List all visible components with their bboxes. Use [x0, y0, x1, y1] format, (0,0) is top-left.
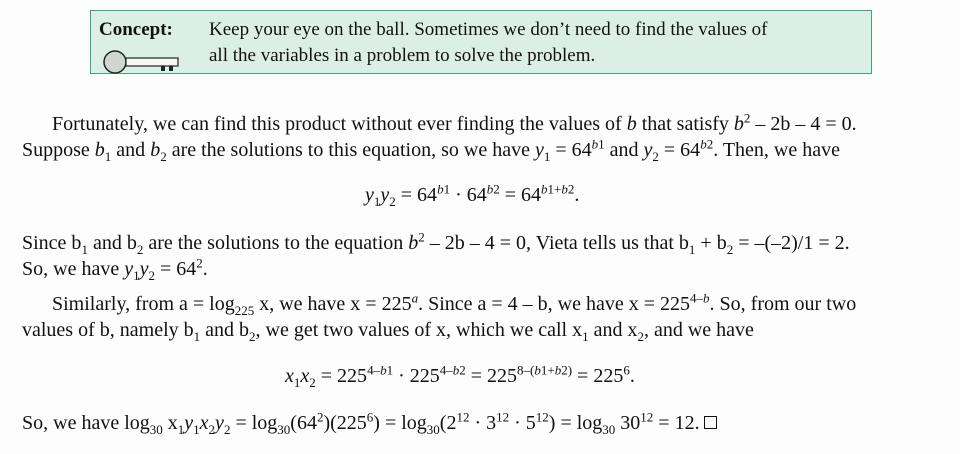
concept-label: Concept:	[99, 19, 173, 40]
final-line: So, we have $\log_{30} x_1y_1x_2y_2 = \log_{30}(64^2)(225^6) = \log_{30}(2^{12} \cdot 3^{12} \cdot 5^{12}) = \log_{30} 30^{12} = 12$.	[22, 410, 717, 436]
paragraph-5: Similarly, from $a = \log_{225} x$, we have $x = 225^a$. Since a = 4 – b, we have $x = 225^{4-b}$. So, from our two	[52, 290, 857, 318]
concept-box	[90, 10, 872, 74]
paragraph-6: values of b, namely $b_1$ and $b_2$, we get two values of x, which we call $x_1$ and $x_2$, and we have	[22, 319, 754, 344]
concept-text: Keep your eye on the ball. Sometimes we don’t need to find the values of all the variables in a problem to solve the problem.	[209, 19, 768, 66]
paragraph-2: Suppose $b_1$ and $b_2$ are the solutions to this equation, so we have $y_1 = 64^{b1}$ and $y_2 = 64^{b2}$. Then, we have	[22, 136, 840, 164]
paragraph-3: Since $b_1$ and $b_2$ are the solutions to the equation $b^2 - 2b - 4 = 0$, Vieta tells us that $b_1 + b_2 = -(-2)/1 = 2$.	[22, 229, 850, 257]
equation-2: $x_1x_2 = 225^{4-b1} \cdot 225^{4-b2} = 225^{8-(b1+b2)} = 225^6$.	[285, 362, 635, 390]
paragraph-1: Fortunately, we can find this product without ever finding the values of b that satisfy $b^2 - 2b - 4 = 0$.	[52, 110, 857, 135]
paragraph-4: So, we have $y_1y_2 = 64^2$.	[22, 255, 208, 283]
qed-box-icon	[704, 416, 717, 429]
equation-1: $y_1y_2 = 64^{b1} \cdot 64^{b2} = 64^{b1+b2}$.	[365, 181, 580, 209]
key-icon	[101, 49, 191, 75]
